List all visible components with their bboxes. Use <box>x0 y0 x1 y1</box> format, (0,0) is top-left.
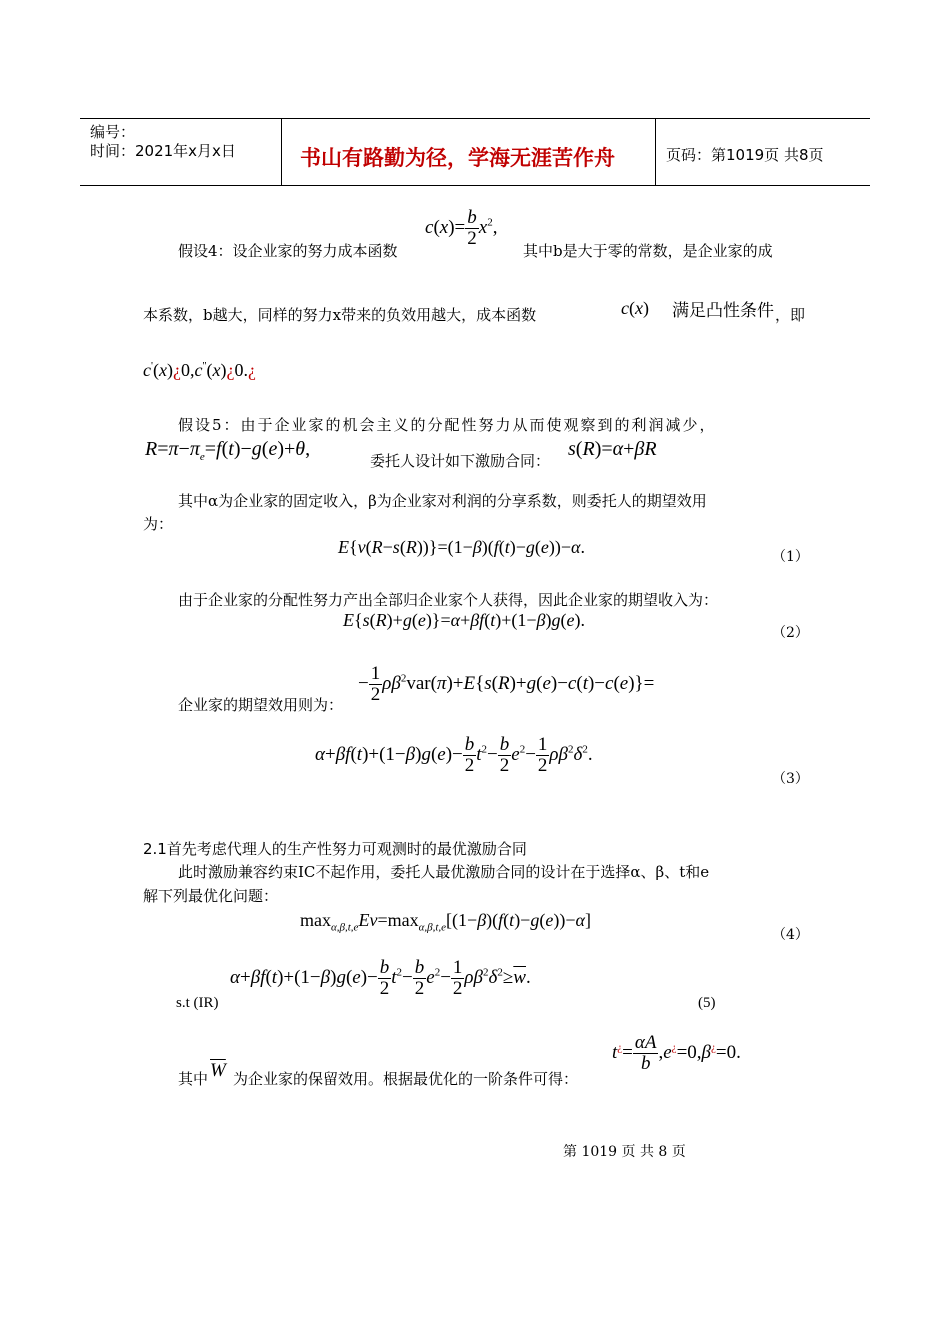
assumption-5-text: 假设5：由于企业家的机会主义的分配性努力从而使观察到的利润减少， <box>178 416 717 434</box>
equation-number-5: (5) <box>698 995 716 1011</box>
convexity-suffix: ，即 <box>775 306 806 324</box>
equation-number-4: （4） <box>772 927 809 943</box>
reserve-utility-symbol: $\overline{W}$ <box>210 1060 226 1081</box>
alpha-beta-description: 其中α为企业家的固定收入，β为企业家对利润的分享系数，则委托人的期望效用 <box>178 492 707 510</box>
convexity-condition-formula: c'(x)¿0,c''(x)¿0.¿ <box>143 360 256 380</box>
equation-number-2: （2） <box>772 625 809 641</box>
equation-3-line-2: α+βf(t)+(1−β)g(e)− $\frac{b}{2}$ $t^2-$ $\frac{b}{2}$ $e^2-$ $\frac{1}{2}$ $\rho\beta^2\delta^2$. <box>315 734 593 776</box>
assumption-4-suffix: 其中b是大于零的常数，是企业家的成 <box>523 242 773 260</box>
header-bottom-rule <box>80 185 870 186</box>
profit-formula: $R=\pi-\pi_e=f(t)-g(e)+\theta$, <box>145 438 311 463</box>
header-divider-right <box>655 118 656 185</box>
assumption-4-prefix: 假设4：设企业家的努力成本函数 <box>178 242 398 260</box>
contract-text: 委托人设计如下激励合同： <box>370 452 551 470</box>
header-page-code: 页码：第1019页 共8页 <box>666 146 824 164</box>
header-divider-left <box>281 118 282 185</box>
equation-4: $\max_{\alpha,\beta,t,e}Ev=\max_{\alpha,\beta,t,e}[(1-\beta)(f(t)-g(e))-\alpha]$ <box>300 910 591 934</box>
reserve-utility-suffix: 为企业家的保留效用。根据最优化的一阶条件可得： <box>233 1070 579 1088</box>
header-top-rule <box>80 118 870 119</box>
doc-number-label: 编号： <box>90 123 136 141</box>
expected-income-text: 由于企业家的分配性努力产出全部归企业家个人获得，因此企业家的期望收入为： <box>178 591 719 609</box>
alpha-beta-description-end: 为： <box>143 515 174 533</box>
page-footer: 第 1019 页 共 8 页 <box>563 1144 686 1160</box>
optimization-intro-end: 解下列最优化问题： <box>143 887 279 905</box>
cost-coefficient-text: 本系数，b越大，同样的努力x带来的负效用越大，成本函数 <box>143 306 537 324</box>
header-slogan: 书山有路勤为径，学海无涯苦作舟 <box>300 146 615 170</box>
doc-time-label: 时间：2021年x月x日 <box>90 142 236 160</box>
cost-function-inline: c(x) <box>621 298 649 318</box>
equation-1: E{v(R−s(R))}=(1−β)(f(t)−g(e))−α. <box>338 537 585 557</box>
reserve-utility-prefix: 其中 <box>178 1070 209 1088</box>
equation-5: α+βf(t)+(1−β)g(e)− $\frac{b}{2}$ $t^2-$ $\frac{b}{2}$ $e^2-$ $\frac{1}{2}$ $\rho\beta^2\delta^2\ge\overline{w}$. <box>230 957 531 999</box>
ir-constraint-label: s.t (IR) <box>176 995 219 1011</box>
expected-utility-text: 企业家的期望效用则为： <box>178 696 344 714</box>
optimization-intro: 此时激励兼容约束IC不起作用，委托人最优激励合同的设计在于选择α、β、t和e <box>178 863 710 881</box>
convexity-text: 满足凸性条件 <box>672 301 774 321</box>
section-2-1-title: 2.1首先考虑代理人的生产性努力可观测时的最优激励合同 <box>143 840 527 858</box>
incentive-contract-formula: s(R)=α+βR <box>568 438 657 460</box>
equation-number-3: （3） <box>772 771 809 787</box>
equation-3-line-1: − $\frac{1}{2}$ $\rho\beta^2var(\pi)+E\{s(R)+g(e)-c(t)-c(e)\}=$ <box>358 663 655 705</box>
cost-function-formula: c(x)= $\frac{b}{2}$ $x^2$, <box>425 207 498 249</box>
equation-number-1: （1） <box>772 549 809 565</box>
equation-2: E{s(R)+g(e)}=α+βf(t)+(1−β)g(e). <box>343 610 585 630</box>
first-order-conditions: t¿= $\frac{\alpha A}{b}$ ,e¿=0,β¿=0. <box>612 1032 741 1074</box>
